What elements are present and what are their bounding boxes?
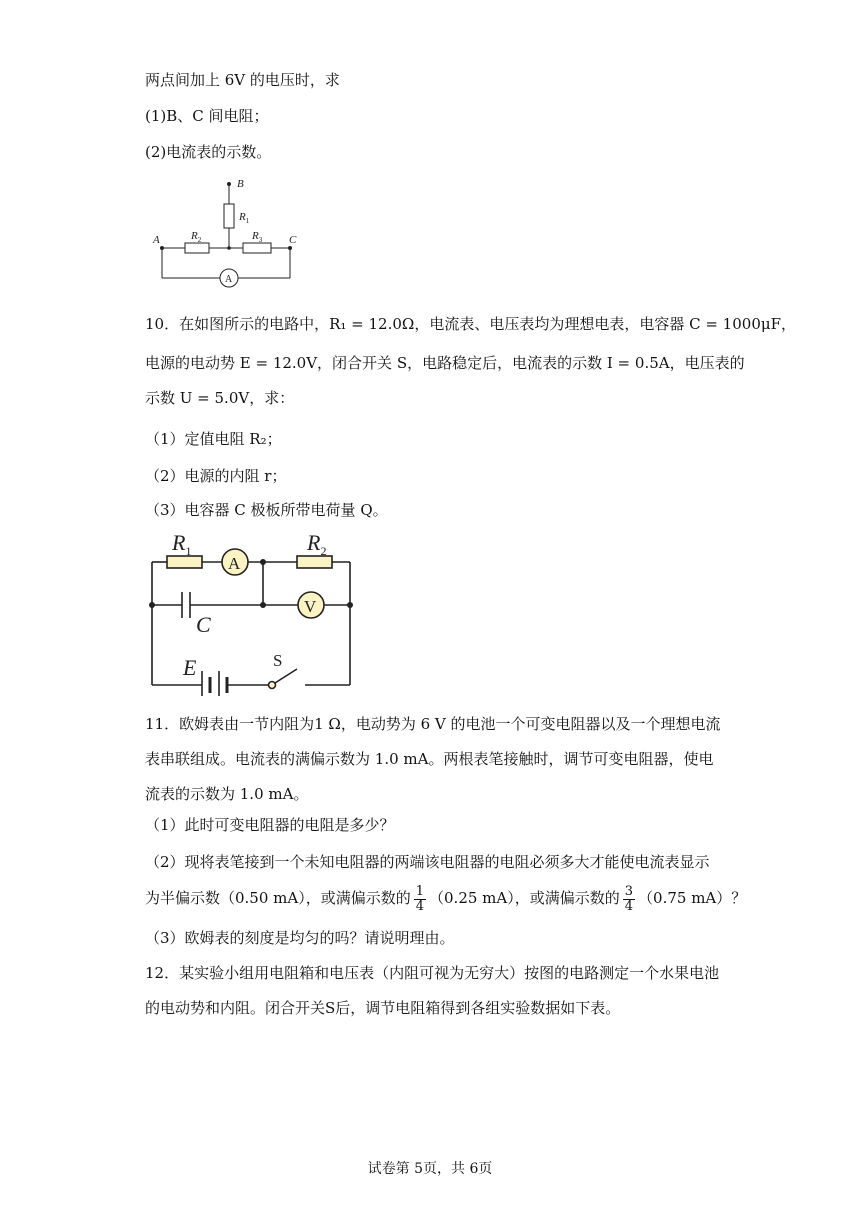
- q11-part2-a: （2）现将表笔接到一个未知电阻器的两端该电阻器的电阻必须多大才能使电流表显示: [145, 853, 710, 871]
- label-r1: $R_1$: [172, 530, 192, 558]
- label-s: S: [273, 651, 283, 670]
- q10-line2: 电源的电动势 E = 12.0V，闭合开关 S，电路稳定后，电流表的示数 I = 0.5A，电压表的: [145, 354, 745, 372]
- label-c: C: [289, 234, 297, 246]
- q11-part2-mid: （0.25 mA），或满偏示数的: [429, 889, 620, 907]
- label-r2: $R_2$: [307, 530, 327, 558]
- q9-intro: 两点间加上 6V 的电压时，求: [145, 71, 340, 89]
- q10-part2: （2）电源的内阻 r；: [145, 467, 287, 485]
- q11-line2: 表串联组成。电流表的满偏示数为 1.0 mA。两根表笔接触时，调节可变电阻器，使电: [145, 750, 714, 768]
- label-r1: $R_1$: [239, 211, 250, 225]
- fraction-one-quarter: $\frac{1}{4}$: [415, 883, 425, 914]
- q10-line1: 10．在如图所示的电路中，R₁ = 12.0Ω，电流表、电压表均为理想电表，电容器 C = 1000μF，: [145, 315, 797, 333]
- r1-resistor: [224, 204, 234, 228]
- ammeter-label: A: [225, 274, 233, 285]
- q9-part1: (1)B、C 间电阻；: [145, 107, 269, 125]
- fraction-three-quarters: $\frac{3}{4}$: [624, 883, 634, 914]
- q10-line3: 示数 U = 5.0V，求：: [145, 389, 295, 407]
- q9-circuit-diagram: [145, 170, 315, 292]
- q12-line2: 的电动势和内阻。闭合开关S后，调节电阻箱得到各组实验数据如下表。: [145, 999, 621, 1017]
- q11-part2-post: （0.75 mA）？: [638, 889, 747, 907]
- q10-part3: （3）电容器 C 极板所带电荷量 Q。: [145, 501, 388, 519]
- q10-circuit-diagram: [145, 528, 360, 696]
- r3-resistor: [243, 243, 271, 253]
- q11-line3: 流表的示数为 1.0 mA。: [145, 785, 309, 803]
- ammeter-label: A: [228, 554, 241, 573]
- q12-line1: 12．某实验小组用电阻箱和电压表（内阻可视为无穷大）按图的电路测定一个水果电池: [145, 964, 720, 982]
- switch-pivot: [269, 682, 276, 689]
- q11-line1: 11．欧姆表由一节内阻为1 Ω，电动势为 6 V 的电池一个可变电阻器以及一个理想电流: [145, 715, 721, 733]
- label-b: B: [237, 178, 244, 190]
- page-footer: 试卷第 5页，共 6页: [367, 1161, 493, 1177]
- label-a: A: [153, 234, 160, 246]
- switch-lever: [275, 669, 297, 683]
- label-r2: $R_2$: [191, 230, 202, 244]
- r2-resistor: [185, 243, 209, 253]
- q11-part3: （3）欧姆表的刻度是均匀的吗？请说明理由。: [145, 929, 455, 947]
- label-e: E: [183, 655, 197, 680]
- label-c: C: [196, 612, 211, 637]
- voltmeter-label: V: [304, 597, 317, 616]
- label-r3: $R_3$: [252, 230, 263, 244]
- q11-part2-b: [145, 882, 746, 914]
- q10-part1: （1）定值电阻 R₂；: [145, 430, 282, 448]
- q11-part2-pre: 为半偏示数（0.50 mA），或满偏示数的: [145, 889, 411, 907]
- r2-resistor: [297, 556, 332, 568]
- q9-part2: (2)电流表的示数。: [145, 143, 272, 161]
- q11-part1: （1）此时可变电阻器的电阻是多少？: [145, 816, 395, 834]
